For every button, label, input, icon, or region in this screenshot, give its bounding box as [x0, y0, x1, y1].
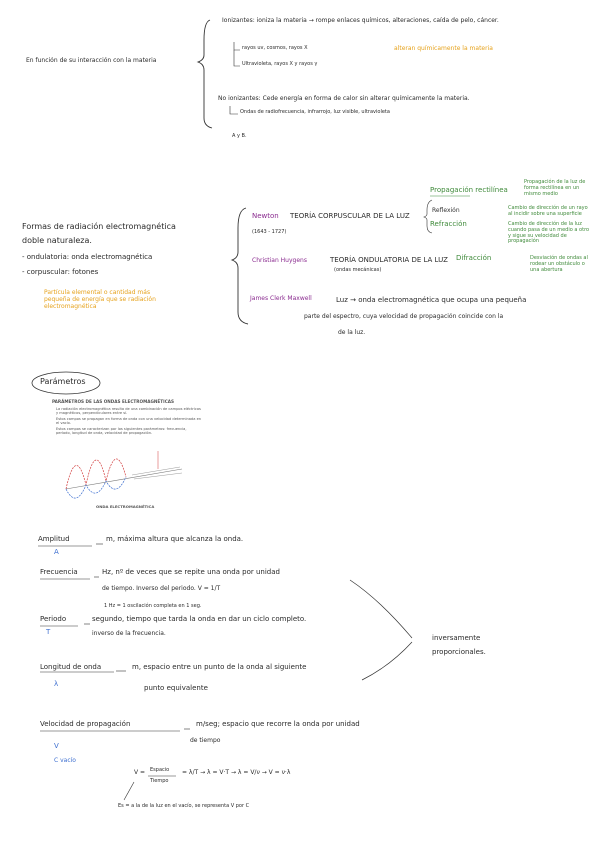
- huygens-theory: TEORÍA ONDULATORIA DE LA LUZ: [330, 256, 448, 264]
- no-ionizantes-line: No ionizantes: Cede energía en forma de calor sin alterar químicamente la materia.: [218, 95, 470, 102]
- amplitude-label: Amplitud: [38, 535, 70, 543]
- newton-theory: TEORÍA CORPUSCULAR DE LA LUZ: [290, 212, 410, 220]
- amplitude-definition: m, máxima altura que alcanza la onda.: [106, 535, 244, 543]
- maxwell-name: James Clerk Maxwell: [250, 295, 312, 302]
- propagation-note: Propagación de la luz de forma rectilínea en un mismo medio: [524, 179, 586, 197]
- propagation-label: Propagación rectilínea: [430, 186, 508, 194]
- newton-years: (1643 - 1727): [252, 229, 287, 235]
- period-def-1: segundo, tiempo que tarda la onda en dar un ciclo completo.: [92, 615, 307, 623]
- radiation-title-line2: doble naturaleza.: [22, 236, 92, 245]
- huygens-name: Christian Huygens: [252, 257, 307, 264]
- velocity-label: Velocidad de propagación: [40, 720, 131, 728]
- wavelength-label: Longitud de onda: [40, 663, 102, 671]
- velocity-def-2: de tiempo: [190, 737, 221, 744]
- refraction-label: Refracción: [430, 220, 467, 228]
- formula-footnote: Es = a la de la luz en el vacío, se representa V por C: [118, 803, 250, 809]
- refraction-note: Cambio de dirección de la luz cuando pasa de un medio a otro y sigue su velocidad de propagación: [508, 221, 590, 245]
- figure-bullet-3: Estos campos se caracterizan por los siguientes parámetros: frecuencia, período, longitud de onda, velocidad de propagación.: [56, 427, 187, 436]
- no-ionizantes-sub2: A y B.: [232, 133, 247, 139]
- bullet-corpuscular-text: corpuscular: fotones: [26, 268, 99, 276]
- diffraction-label: Difracción: [456, 254, 492, 262]
- maxwell-line3: de la luz.: [338, 329, 366, 336]
- velocity-def-1: m/seg; espacio que recorre la onda por unidad: [196, 720, 360, 728]
- figure-bullet-2: Estos campos se propagan en forma de onda con una velocidad determinada en el vacío.: [56, 417, 202, 426]
- newton-name: Newton: [252, 212, 279, 220]
- frequency-label: Frecuencia: [40, 568, 78, 576]
- no-ionizantes-sub: Ondas de radiofrecuencia, infrarrojo, luz visible, ultravioleta: [240, 109, 390, 115]
- nature-bullet-wave: - ondulatoria: onda electromagnética: [22, 253, 153, 261]
- c-vacuum-label: C vacío: [54, 757, 76, 764]
- radiation-title-line1: Formas de radiación electromagnética: [22, 222, 176, 231]
- huygens-sub: (ondas mecánicas): [334, 267, 382, 273]
- reflection-label: Reflexión: [432, 207, 460, 214]
- parameters-heading: Parámetros: [40, 377, 86, 386]
- figure-bullet-1: La radiación electromagnética resulta de una combinación de campos eléctricos y magnéticos, perpendiculares entre sí.: [56, 407, 201, 416]
- formula-chain: = λ/T → λ = V·T → λ = V/ν → V = ν·λ: [182, 769, 291, 776]
- maxwell-line2: parte del espectro, cuya velocidad de propagación coincide con la: [304, 313, 504, 320]
- ionizantes-sub1: rayos uv, cosmos, rayos X: [242, 45, 308, 51]
- frequency-def-3: 1 Hz = 1 oscilación completa en 1 seg.: [104, 603, 202, 609]
- formula-denominator: Tiempo: [150, 778, 169, 784]
- ionizantes-sub2: Ultravioleta, rayos X y rayos γ: [242, 61, 318, 67]
- period-label: Periodo: [40, 615, 67, 623]
- period-def-2: inverso de la frecuencia.: [92, 630, 166, 637]
- ionizantes-line: Ionizantes: ioniza la materia → rompe enlaces químicos, alteraciones, caída de pelo, cáncer.: [222, 17, 499, 24]
- interaction-heading: En función de su interacción con la materia: [26, 57, 157, 64]
- amplitude-symbol: A: [54, 548, 59, 556]
- parameters-figure: [52, 399, 202, 511]
- photon-note: Partícula elemental o cantidad más pequeña de energía que se radiación electromagnética: [44, 289, 156, 310]
- inverse-note-line2: proporcionales.: [432, 648, 486, 656]
- diffraction-note: Desviación de ondas al rodear un obstáculo o una abertura: [530, 255, 588, 273]
- bullet-wave-text: ondulatoria: onda electromagnética: [26, 253, 153, 261]
- velocity-symbol: V: [54, 742, 59, 750]
- inverse-note-line1: inversamente: [432, 634, 481, 642]
- wavelength-def-1: m, espacio entre un punto de la onda al siguiente: [132, 663, 307, 671]
- figure-title: PARÁMETROS DE LAS ONDAS ELECTROMAGNÉTICAS: [52, 399, 175, 404]
- figure-caption: ONDA ELECTROMAGNÉTICA: [96, 504, 155, 509]
- frequency-def-2: de tiempo. Inverso del periodo. V = 1/T: [102, 585, 221, 592]
- ionizantes-note: alteran químicamente la materia: [394, 45, 493, 52]
- period-symbol: T: [46, 628, 51, 636]
- em-wave-illustration: [62, 439, 202, 501]
- frequency-def-1: Hz, nº de veces que se repite una onda por unidad: [102, 568, 280, 576]
- formula-v: V =: [134, 769, 146, 776]
- maxwell-line1: Luz → onda electromagnética que ocupa una pequeña: [336, 296, 527, 304]
- wavelength-symbol: λ: [54, 680, 59, 688]
- nature-bullet-corpuscular: - corpuscular: fotones: [22, 268, 99, 276]
- wavelength-def-2: punto equivalente: [144, 684, 208, 692]
- reflection-note: Cambio de dirección de un rayo al incidir sobre una superficie: [508, 205, 588, 217]
- formula-numerator: Espacio: [150, 767, 170, 773]
